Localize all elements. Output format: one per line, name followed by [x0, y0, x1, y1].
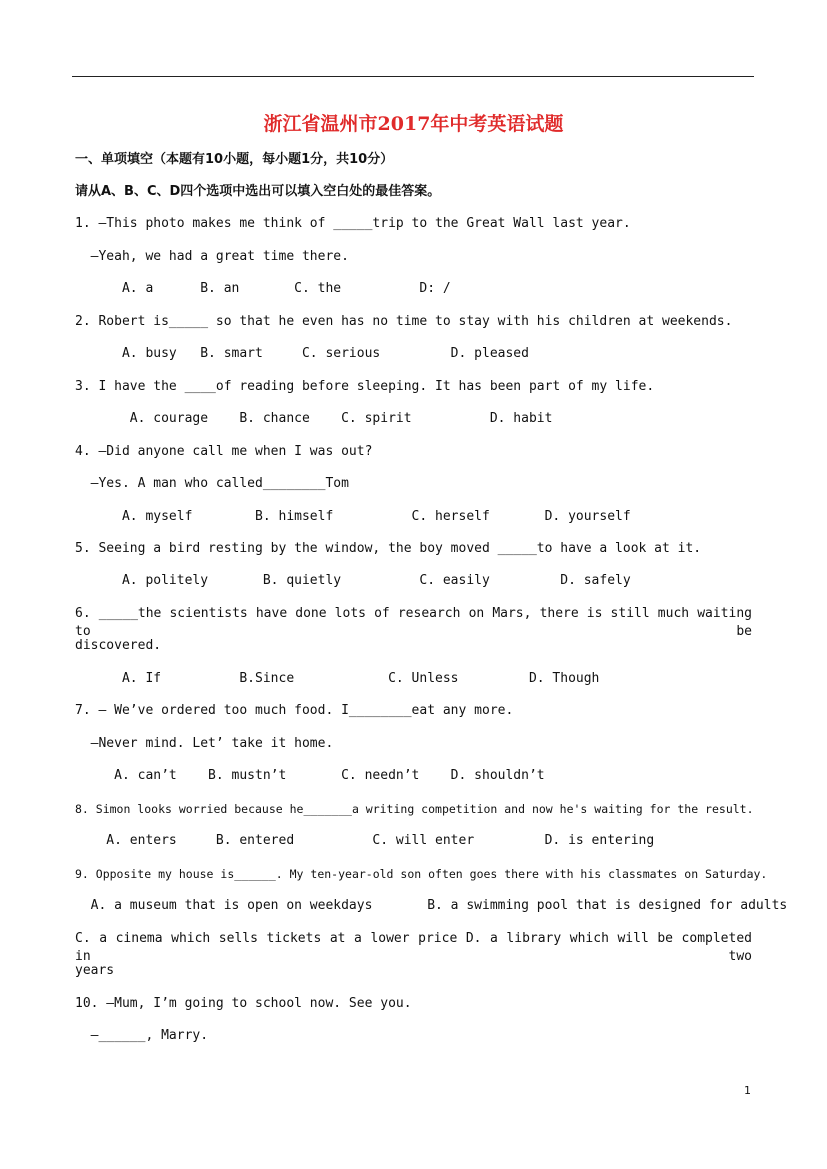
header-rule	[72, 76, 754, 77]
question-7-reply: —Never mind. Let’ take it home.	[75, 736, 334, 751]
question-3-options: A. courage B. chance C. spirit D. habit	[75, 411, 553, 426]
question-1-reply: —Yeah, we had a great time there.	[75, 249, 349, 264]
question-2-text: 2. Robert is_____ so that he even has no time to stay with his children at weekends.	[75, 314, 733, 329]
question-7-text: 7. — We’ve ordered too much food. I________eat any more.	[75, 703, 514, 718]
question-10-reply: —______, Marry.	[75, 1028, 209, 1043]
document-title: 浙江省温州市2017年中考英语试题	[263, 113, 564, 135]
question-8-options: A. enters B. entered C. will enter D. is entering	[75, 833, 655, 848]
question-6-text-cont: discovered.	[75, 638, 162, 653]
section-heading: 一、单项填空（本题有10小题，每小题1分，共10分）	[75, 152, 394, 167]
question-4-reply: —Yes. A man who called________Tom	[75, 476, 349, 491]
question-9-options-ab: A. a museum that is open on weekdays B. a swimming pool that is designed for adults	[75, 898, 788, 913]
question-4-text: 4. —Did anyone call me when I was out?	[75, 444, 373, 459]
question-5-text: 5. Seeing a bird resting by the window, the boy moved _____to have a look at it.	[75, 541, 702, 556]
question-9-options-cont: years	[75, 963, 115, 978]
question-8-text: 8. Simon looks worried because he_______a writing competition and now he's waiting for the result.	[75, 802, 754, 816]
question-1-text: 1. —This photo makes me think of _____trip to the Great Wall last year.	[75, 216, 631, 231]
question-3-text: 3. I have the ____of reading before sleeping. It has been part of my life.	[75, 379, 655, 394]
question-2-options: A. busy B. smart C. serious D. pleased	[75, 346, 529, 361]
page-number: 1	[744, 1084, 751, 1097]
question-7-options: A. can’t B. mustn’t C. needn’t D. shouldn’t	[75, 768, 545, 783]
question-9-text: 9. Opposite my house is______. My ten-year-old son often goes there with his classmates on Saturday.	[75, 867, 768, 881]
question-6-text: 6. _____the scientists have done lots of research on Mars, there is still much waiting to be	[75, 606, 752, 639]
question-10-text: 10. —Mum, I’m going to school now. See you.	[75, 996, 412, 1011]
question-9-options-cd: C. a cinema which sells tickets at a lower price D. a library which will be completed in two	[75, 931, 752, 964]
question-6-options: A. If B.Since C. Unless D. Though	[75, 671, 600, 686]
instruction-text: 请从A、B、C、D四个选项中选出可以填入空白处的最佳答案。	[75, 184, 441, 199]
question-4-options: A. myself B. himself C. herself D. yourself	[75, 509, 631, 524]
question-5-options: A. politely B. quietly C. easily D. safely	[75, 573, 631, 588]
question-1-options: A. a B. an C. the D: /	[75, 281, 451, 296]
